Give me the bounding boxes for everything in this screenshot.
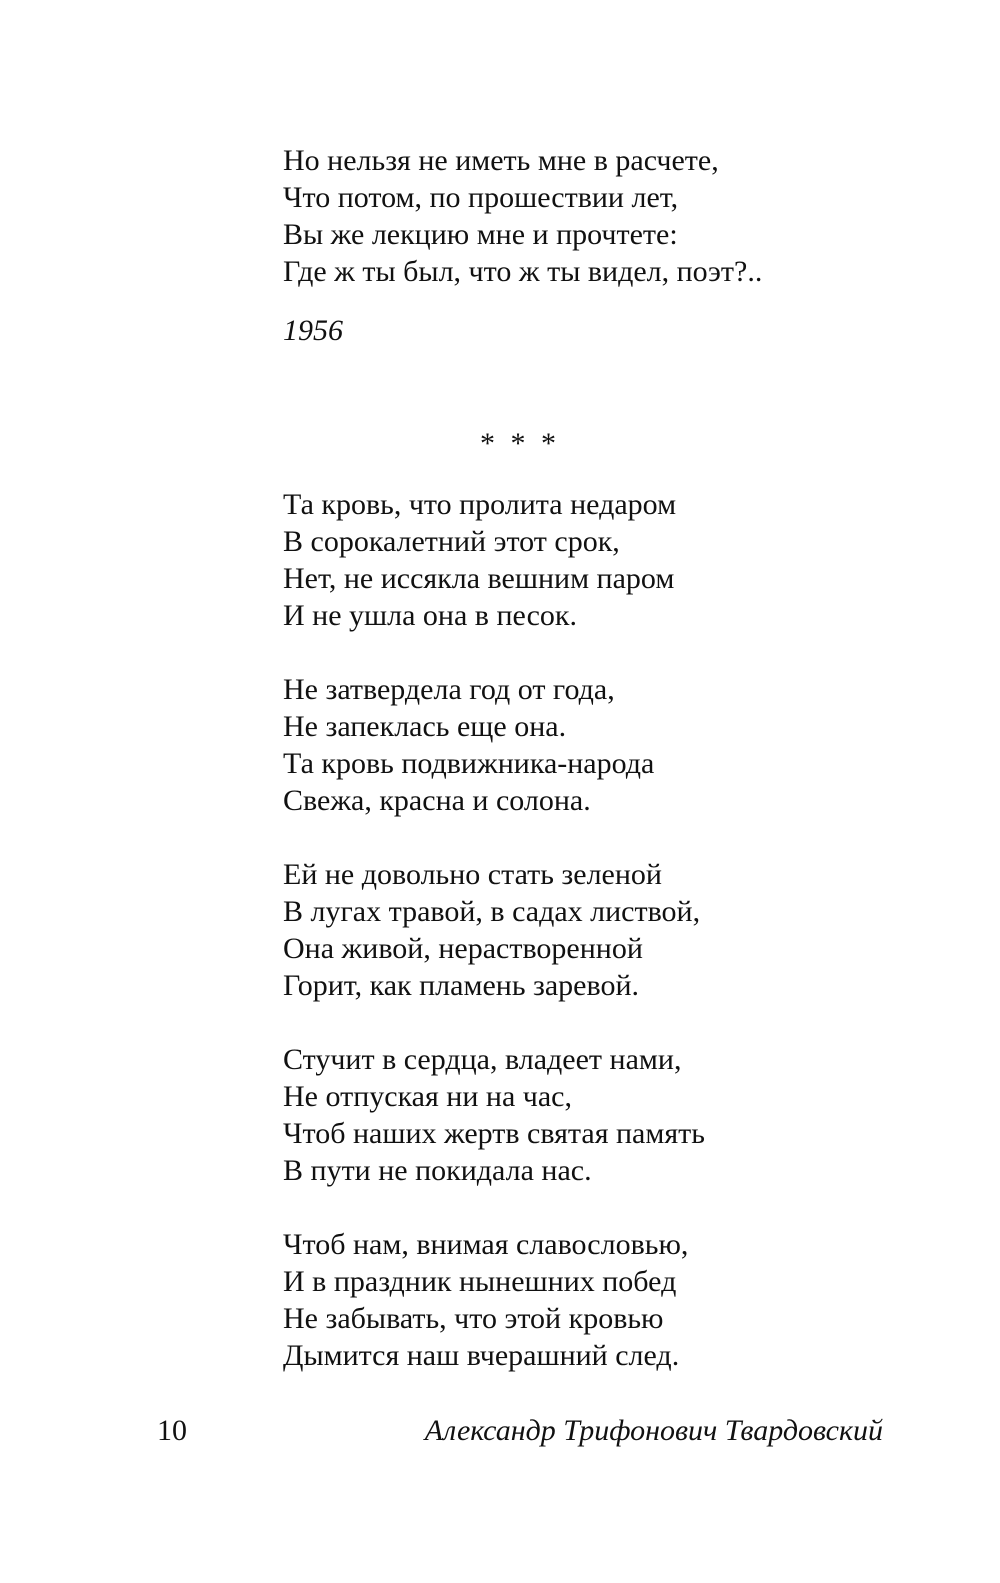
- poem-line: Но нельзя не иметь мне в расчете,: [283, 144, 719, 177]
- poem-line: Чтоб наших жертв святая память: [283, 1117, 705, 1150]
- section-separator: * * *: [480, 427, 560, 460]
- poem-2-stanza-1: [283, 486, 923, 634]
- poem-2-stanza-5: [283, 1226, 923, 1374]
- poem-1: [283, 142, 923, 290]
- poem-line: Та кровь, что пролита недаром: [283, 488, 677, 521]
- stanza-gap: [283, 819, 923, 856]
- poem-line: Стучит в сердца, владеет нами,: [283, 1043, 682, 1076]
- stanza-gap: [283, 1004, 923, 1041]
- poem-line: Вы же лекцию мне и прочтете:: [283, 218, 678, 251]
- poem-line: В лугах травой, в садах листвой,: [283, 895, 701, 928]
- poem-date: 1956: [283, 314, 343, 347]
- poem-line: Где ж ты был, что ж ты видел, поэт?..: [283, 255, 763, 288]
- poem-line: Горит, как пламень заревой.: [283, 969, 640, 1002]
- poem-line: Ей не довольно стать зеленой: [283, 858, 662, 891]
- stanza-gap: [283, 634, 923, 671]
- running-footer-author: Александр Трифонович Твардовский: [424, 1414, 883, 1447]
- poem-line: Чтоб нам, внимая славословью,: [283, 1228, 689, 1261]
- poem-line: Что потом, по прошествии лет,: [283, 181, 679, 214]
- poem-line: Та кровь подвижника-народа: [283, 747, 655, 780]
- poem-2-stanza-2: [283, 671, 923, 819]
- poem-2-stanza-3: [283, 856, 923, 1004]
- poem-line: В пути не покидала нас.: [283, 1154, 592, 1187]
- stanza-gap: [283, 1189, 923, 1226]
- poem-line: И в праздник нынешних побед: [283, 1265, 677, 1298]
- page-number: 10: [157, 1414, 187, 1447]
- poem-line: Нет, не иссякла вешним паром: [283, 562, 675, 595]
- poem-line: Не запеклась еще она.: [283, 710, 567, 743]
- poem-line: Не затвердела год от года,: [283, 673, 615, 706]
- poem-2: [283, 486, 923, 1374]
- poem-line: И не ушла она в песок.: [283, 599, 577, 632]
- poem-1-stanza: [283, 142, 923, 290]
- poem-line: Свежа, красна и солона.: [283, 784, 591, 817]
- poem-line: В сорокалетний этот срок,: [283, 525, 620, 558]
- poem-line: Не отпуская ни на час,: [283, 1080, 572, 1113]
- poem-line: Дымится наш вчерашний след.: [283, 1339, 680, 1372]
- poem-line: Она живой, нерастворенной: [283, 932, 643, 965]
- poem-line: Не забывать, что этой кровью: [283, 1302, 664, 1335]
- poem-2-stanza-4: [283, 1041, 923, 1189]
